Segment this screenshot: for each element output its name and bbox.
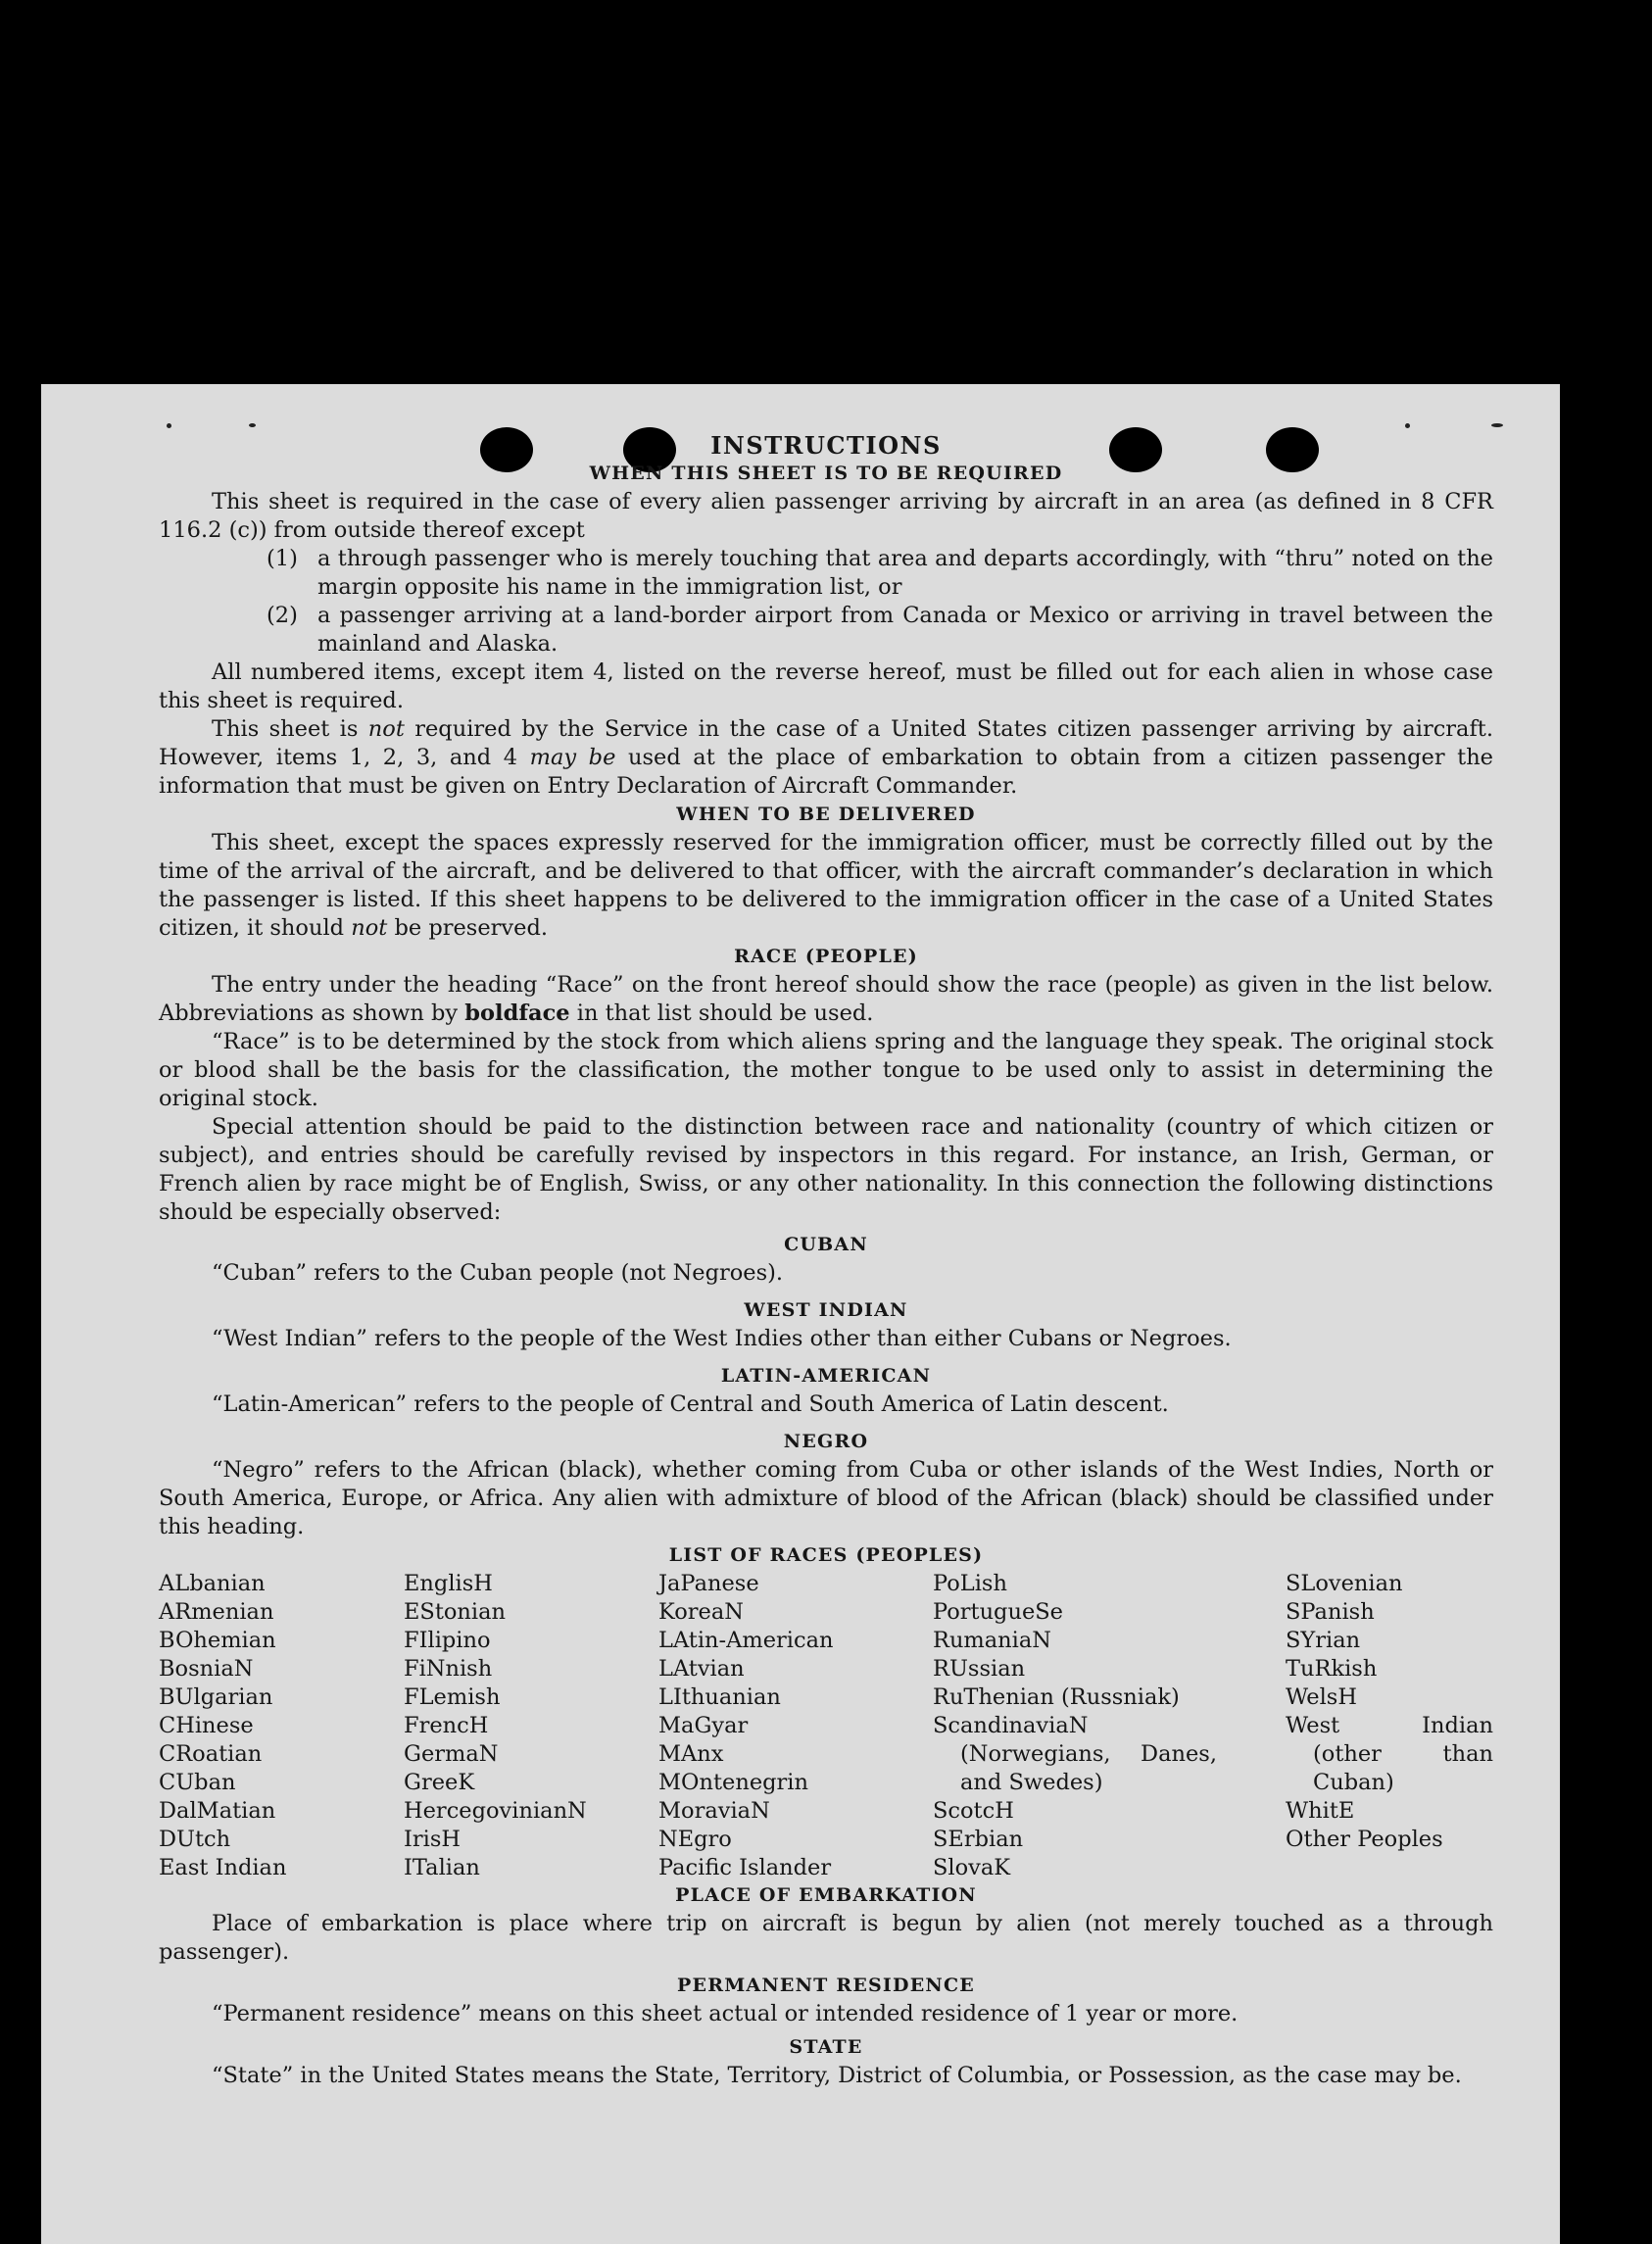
race-entry: CUban — [159, 1770, 236, 1795]
race-entry: PoLish — [933, 1571, 1007, 1596]
race-entry: Pacific Islander — [658, 1855, 832, 1880]
section-title-latin-american: LATIN-AMERICAN — [720, 1365, 932, 1387]
race-entry: MoraviaN — [658, 1798, 770, 1824]
paragraph: This sheet, except the spaces expressly reserved for the immigration officer, must be correctly filled out by the time of the arrival of the aircraft, and be delivered to that officer, with the aircraft commander’s declaration in which the passenger is listed. If this sheet happens to be delivered to the immigration officer in the case of a United States citizen, it should not be preserved. — [159, 830, 1493, 941]
section-title-when-delivered: WHEN TO BE DELIVERED — [676, 804, 976, 825]
races-column-1 — [159, 1570, 384, 1882]
race-entry: FLemish — [404, 1684, 501, 1710]
race-entry: FrencH — [404, 1713, 489, 1738]
race-entry: MAnx — [658, 1741, 724, 1767]
race-entry: SErbian — [933, 1827, 1024, 1852]
race-entry: NEgro — [658, 1827, 732, 1852]
document-sheet — [41, 384, 1560, 2244]
race-entry: DalMatian — [159, 1798, 276, 1824]
instructions-content — [159, 431, 1493, 2090]
item-text: a passenger arriving at a land-border airport from Canada or Mexico or arriving in travel between the mainland and Alaska. — [317, 603, 1493, 657]
race-entry: BOhemian — [159, 1628, 276, 1653]
race-entry: RUssian — [933, 1656, 1026, 1682]
paragraph: All numbered items, except item 4, listed on the reverse hereof, must be filled out for each alien in whose case this sheet is required. — [159, 659, 1493, 713]
races-column-4 — [933, 1570, 1217, 1882]
race-entry: ScandinaviaN (Norwegians, Danes, and Swedes) — [933, 1713, 1217, 1795]
race-entry: SLovenian — [1286, 1571, 1403, 1596]
section-title-residence: PERMANENT RESIDENCE — [677, 1975, 975, 1996]
section-title-embarkation: PLACE OF EMBARKATION — [675, 1884, 977, 1906]
section-title-negro: NEGRO — [783, 1431, 869, 1452]
race-entry: LIthuanian — [658, 1684, 781, 1710]
race-entry: DUtch — [159, 1827, 231, 1852]
race-entry: BUlgarian — [159, 1684, 273, 1710]
race-entry: BosniaN — [159, 1656, 254, 1682]
race-entry: ScotcH — [933, 1798, 1014, 1824]
section-title-cuban: CUBAN — [784, 1234, 868, 1255]
section-title-west-indian: WEST INDIAN — [744, 1299, 908, 1321]
race-entry: West Indian (other than Cuban) — [1286, 1713, 1493, 1795]
race-entry: MOntenegrin — [658, 1770, 808, 1795]
section-title-race: RACE (PEOPLE) — [734, 946, 918, 967]
paragraph: Place of embarkation is place where trip on aircraft is begun by alien (not merely touched as a through passenger). — [159, 1911, 1493, 1965]
paragraph: “Permanent residence” means on this sheet actual or intended residence of 1 year or more. — [212, 2001, 1239, 2026]
race-entry: LAtvian — [658, 1656, 745, 1682]
paragraph: This sheet is required in the case of every alien passenger arriving by aircraft in an area (as defined in 8 CFR 116.2 (c)) from outside thereof except — [159, 489, 1493, 543]
race-entry: TuRkish — [1286, 1656, 1378, 1682]
paragraph: Special attention should be paid to the distinction between race and nationality (country of which citizen or subject), and entries should be carefully revised by inspectors in this regard. For instance, an Irish, German, or French alien by race might be of English, Swiss, or any other nationality. In this connection the following distinctions should be especially observed: — [159, 1114, 1493, 1225]
race-entry: RuThenian (Russniak) — [933, 1684, 1180, 1710]
race-entry: PortugueSe — [933, 1599, 1064, 1625]
race-entry: FIlipino — [404, 1628, 491, 1653]
speck — [249, 423, 256, 427]
race-entry: FiNnish — [404, 1656, 493, 1682]
race-entry: East Indian — [159, 1855, 287, 1880]
section-title-list-of-races: LIST OF RACES (PEOPLES) — [668, 1544, 984, 1566]
paragraph: “Race” is to be determined by the stock from which aliens spring and the language they speak. The original stock or blood shall be the basis for the classification, the mother tongue to be used only to assist in determining the original stock. — [159, 1029, 1493, 1111]
speck — [167, 423, 171, 428]
race-entry: ALbanian — [159, 1571, 266, 1596]
race-entry: EStonian — [404, 1599, 507, 1625]
page-title: INSTRUCTIONS — [710, 431, 942, 460]
exception-item-2 — [159, 602, 1493, 659]
races-list — [159, 1570, 1493, 1881]
section-title-when-required: WHEN THIS SHEET IS TO BE REQUIRED — [589, 463, 1063, 484]
race-entry: WelsH — [1286, 1684, 1357, 1710]
speck — [1491, 423, 1503, 427]
race-entry: JaPanese — [658, 1571, 759, 1596]
item-number: (2) — [267, 603, 298, 628]
race-entry: WhitE — [1286, 1798, 1355, 1824]
paragraph: The entry under the heading “Race” on the front hereof should show the race (people) as given in the list below. Abbreviations as shown by boldface in that list should be used. — [159, 972, 1493, 1026]
item-text: a through passenger who is merely touching that area and departs accordingly, with “thru” noted on the margin opposite his name in the immigration list, or — [317, 546, 1493, 600]
race-entry: ARmenian — [159, 1599, 274, 1625]
section-title-state: STATE — [789, 2036, 863, 2058]
paragraph: “State” in the United States means the State, Territory, District of Columbia, or Possession, as the case may be. — [212, 2063, 1462, 2088]
race-entry: GermaN — [404, 1741, 499, 1767]
item-number: (1) — [267, 546, 298, 571]
race-entry: SYrian — [1286, 1628, 1361, 1653]
race-entry: KoreaN — [658, 1599, 744, 1625]
race-entry: IrisH — [404, 1827, 462, 1852]
race-entry: MaGyar — [658, 1713, 749, 1738]
paragraph: “Negro” refers to the African (black), whether coming from Cuba or other islands of the West Indies, North or South America, Europe, or Africa. Any alien with admixture of blood of the African (black) should be classified under this heading. — [159, 1457, 1493, 1539]
race-entry: RumaniaN — [933, 1628, 1051, 1653]
race-entry: Other Peoples — [1286, 1827, 1443, 1852]
race-entry: GreeK — [404, 1770, 475, 1795]
races-column-3 — [658, 1570, 923, 1882]
paragraph: “West Indian” refers to the people of the West Indies other than either Cubans or Negroes. — [212, 1326, 1232, 1351]
race-entry: CHinese — [159, 1713, 254, 1738]
paragraph: This sheet is not required by the Service in the case of a United States citizen passenger arriving by aircraft. However, items 1, 2, 3, and 4 may be used at the place of embarkation to obtain from a citizen passenger the information that must be given on Entry Declaration of Aircraft Commander. — [159, 716, 1493, 799]
race-entry: SlovaK — [933, 1855, 1011, 1880]
race-entry: LAtin-American — [658, 1628, 834, 1653]
races-column-2 — [404, 1570, 629, 1882]
race-entry: SPanish — [1286, 1599, 1375, 1625]
paragraph: “Cuban” refers to the Cuban people (not Negroes). — [212, 1260, 784, 1286]
race-entry: HercegovinianN — [404, 1798, 587, 1824]
exception-item-1 — [159, 545, 1493, 602]
race-entry: ITalian — [404, 1855, 480, 1880]
race-entry: EnglisH — [404, 1571, 493, 1596]
race-entry: CRoatian — [159, 1741, 263, 1767]
races-column-5 — [1286, 1570, 1493, 1854]
speck — [1405, 423, 1410, 428]
paragraph: “Latin-American” refers to the people of Central and South America of Latin descent. — [212, 1391, 1169, 1417]
